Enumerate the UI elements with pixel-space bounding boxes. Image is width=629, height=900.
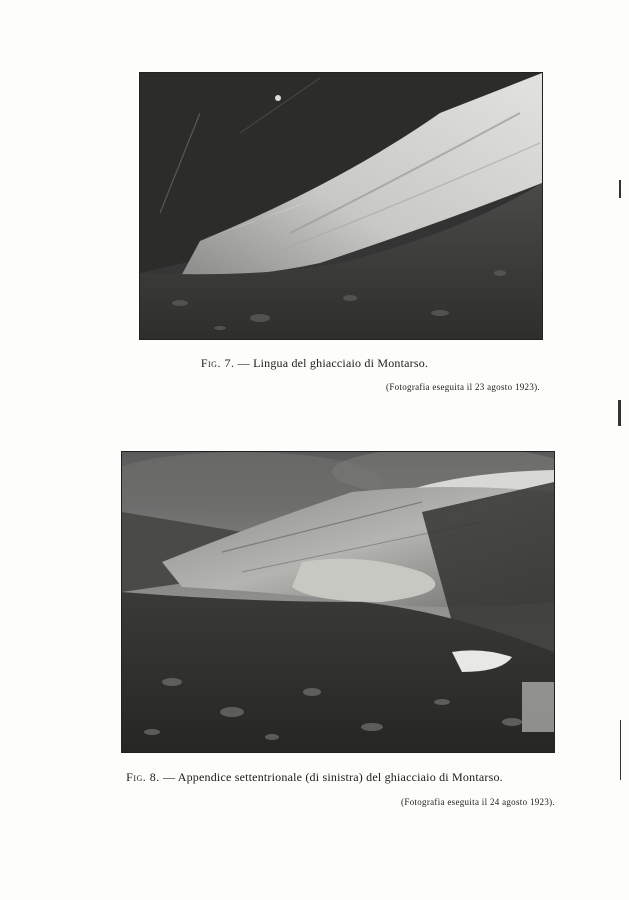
glacier-appendix-image — [122, 452, 554, 752]
figure-8-caption — [0, 770, 629, 785]
figure-8-label: Fig. 8. — [126, 770, 160, 784]
figure-7-caption — [0, 356, 629, 371]
figure-7-photograph — [139, 72, 543, 340]
scan-mark — [619, 180, 621, 198]
figure-7-dash: — — [237, 356, 250, 370]
figure-8-credit: (Fotografia eseguita il 24 agosto 1923). — [401, 797, 555, 807]
figure-7-title: Lingua del ghiacciaio di Montarso. — [253, 356, 429, 370]
figure-8-title: Appendice settentrionale (di sinistra) del ghiacciaio di Montarso. — [177, 770, 503, 784]
figure-7-label: Fig. 7. — [200, 356, 235, 370]
figure-8-dash: — — [162, 770, 176, 784]
figure-8-photograph — [121, 451, 555, 753]
figure-7-credit: (Fotografia eseguita il 23 agosto 1923). — [386, 382, 540, 392]
scan-mark — [618, 400, 621, 426]
glacier-tongue-image — [140, 73, 542, 339]
